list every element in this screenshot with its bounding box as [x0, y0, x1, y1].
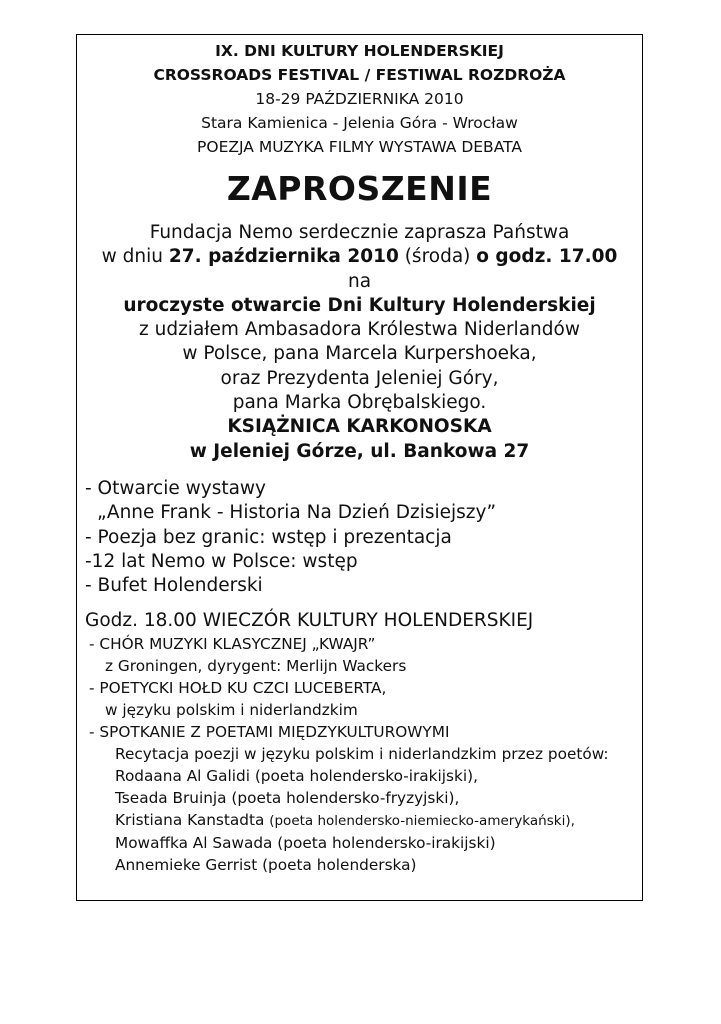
invite-line-2 — [77, 245, 642, 269]
poet-name: Kristiana Kanstadta — [115, 811, 270, 830]
invite-line-7: oraz Prezydenta Jeleniej Góry, — [220, 367, 499, 389]
agenda-list — [77, 477, 642, 598]
invite-line-6: w Polsce, pana Marcela Kurpershoeka, — [182, 343, 537, 365]
page-title: ZAPROSZENIE — [226, 169, 493, 208]
invite-time: o godz. 17.00 — [476, 246, 618, 268]
program-item: - CHÓR MUZYKI KLASYCZNEJ „KWAJR” — [89, 635, 376, 654]
program-item-detail: Recytacja poezji w języku polskim i niderlandzkim przez poetów: — [115, 745, 609, 764]
invitation-text — [77, 221, 642, 464]
poet-item — [89, 809, 642, 832]
list-item: - Otwarcie wystawy — [85, 477, 266, 499]
list-item: -12 lat Nemo w Polsce: wstęp — [85, 550, 358, 572]
invite-date-prefix: w dniu — [101, 246, 169, 268]
program-item-detail: w języku polskim i niderlandzkim — [105, 701, 358, 720]
festival-dates: 18-29 PAŹDZIERNIKA 2010 — [255, 90, 464, 108]
poet-item: Mowaffka Al Sawada (poeta holendersko-irakijski) — [115, 834, 496, 853]
program-heading: Godz. 18.00 WIECZÓR KULTURY HOLENDERSKIEJ — [85, 610, 534, 632]
invite-event: uroczyste otwarcie Dni Kultury Holenderskiej — [123, 294, 596, 316]
poet-origin: (poeta holendersko-niemiecko-amerykański), — [269, 813, 575, 830]
poet-item: Rodaana Al Galidi (poeta holendersko-irakijski), — [115, 767, 478, 786]
list-item: - Poezja bez granic: wstęp i prezentacja — [85, 526, 452, 548]
festival-edition: IX. DNI KULTURY HOLENDERSKIEJ — [215, 42, 504, 60]
invite-venue: KSIĄŻNICA KARKONOSKA — [227, 416, 492, 438]
invite-line-3: na — [347, 270, 372, 292]
poet-item: Annemieke Gerrist (poeta holenderska) — [115, 856, 417, 875]
festival-locations: Stara Kamienica - Jelenia Góra - Wrocław — [201, 114, 518, 132]
festival-header — [77, 39, 642, 159]
program-list — [77, 633, 642, 876]
festival-genres: POEZJA MUZYKA FILMY WYSTAWA DEBATA — [197, 138, 522, 156]
poet-item: Tseada Bruinja (poeta holendersko-fryzyjski), — [115, 789, 460, 808]
list-item: - Bufet Holenderski — [85, 575, 263, 597]
list-item: „Anne Frank - Historia Na Dzień Dzisiejszy” — [97, 502, 497, 524]
program-item-detail: z Groningen, dyrygent: Merlijn Wackers — [105, 657, 407, 676]
program-item: - SPOTKANIE Z POETAMI MIĘDZYKULTUROWYMI — [89, 723, 450, 742]
program-item: - POETYCKI HOŁD KU CZCI LUCEBERTA, — [89, 679, 387, 698]
invite-line-1: Fundacja Nemo serdecznie zaprasza Państwa — [149, 222, 570, 243]
festival-name: CROSSROADS FESTIVAL / FESTIWAL ROZDROŻA — [153, 66, 566, 84]
invite-line-5: z udziałem Ambasadora Królestwa Niderlandów — [139, 319, 580, 341]
invite-weekday: (środa) — [398, 246, 477, 268]
invitation-frame — [76, 34, 643, 901]
invite-date: 27. października 2010 — [168, 246, 399, 268]
invite-address: w Jeleniej Górze, ul. Bankowa 27 — [189, 440, 530, 462]
invite-line-8: pana Marka Obrębalskiego. — [232, 392, 487, 414]
